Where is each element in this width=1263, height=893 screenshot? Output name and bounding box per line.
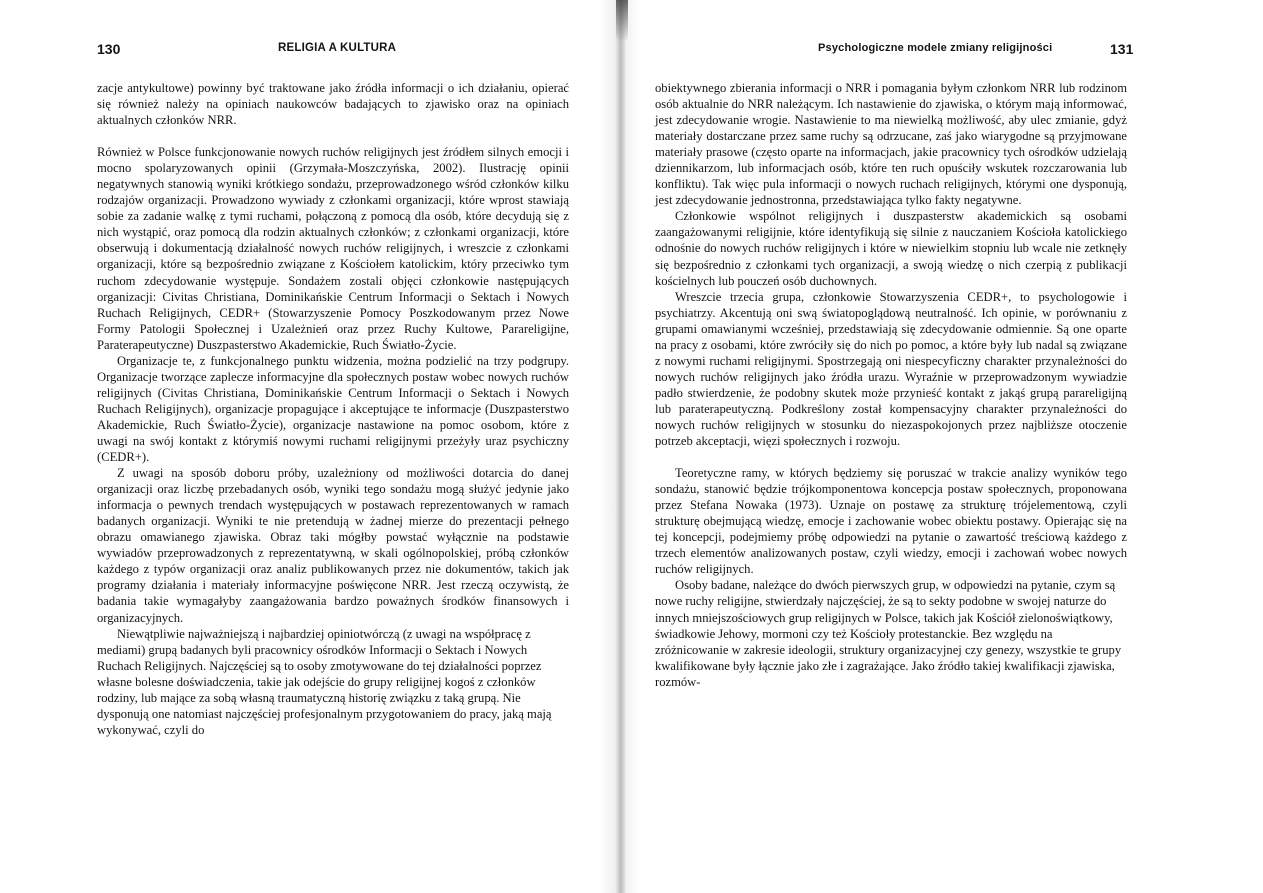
paragraph: Członkowie wspólnot religijnych i duszpasterstw akademickich są osobami zaangażowanymi religijnie, które identyfikują się silnie z nauczaniem Kościoła katolickiego odnośnie do nowych ruchów religijnych i które w niewielkim stopniu lub wcale nie zetknęły się bezpośrednio z członkami tych organizacji, a swoją wiedzę o nich czerpią z publikacji kościelnych lub pouczeń osób duchownych. xyxy=(655,209,1127,288)
paragraph: Teoretyczne ramy, w których będziemy się poruszać w trakcie analizy wyników tego sondażu, stanowić będzie trójkomponentowa koncepcja postaw społecznych, proponowana przez Stefana Nowaka (1973). Uznaje on postawę za strukturę trójelementową, czyli strukturę obejmującą wiedzę, emocje i zachowanie wobec obiektu postawy. Opierając się na tej koncepcji, podejmiemy próbę odpowiedzi na pytanie o zawartość treściową każdego z trzech elementów analizowanych postaw, czyli wiedzy, emocji i zachowań wobec nowych ruchów religijnych. xyxy=(655,466,1127,577)
right-page xyxy=(640,0,1263,893)
paragraph: Osoby badane, należące do dwóch pierwszych grup, w odpowiedzi na pytanie, czym są nowe ruchy religijne, stwierdzały najczęściej, że są to sekty podobne w swojej naturze do innych mniejszościowych grup religijnych w Polsce, takich jak Kościół zielonoświątkowy, świadkowie Jehowy, mormoni czy też Kościoły protestanckie. Bez względu na zróżnicowanie w zakresie ideologii, struktury organizacyjnej czy genezy, wszystkie te grupy kwalifikowane były łącznie jako złe i zagrażające. Jako źródło takiej kwalifikacji zjawiska, rozmów- xyxy=(655,578,1122,689)
paragraph: Wreszcie trzecia grupa, członkowie Stowarzyszenia CEDR+, to psychologowie i psychiatrzy. Akcentują oni swą światopoglądową neutralność. Ich opinie, w porównaniu z grupami omawianymi wcześniej, przedstawiają się zdecydowanie odmiennie. Są one oparte na pracy z osobami, które zwróciły się do nich po pomoc, a które były lub nadal są związane z nowymi ruchami religijnymi. Spostrzegają oni niespecyficzny charakter przynależności do nowych ruchów religijnych jako źródła urazu. Wyraźnie w przeprowadzonym wywiadzie padło stwierdzenie, że podobny skutek może przynieść kontakt z jakąś grupą parareligijną lub paraterapeutyczną. Podkreślony został kompensacyjny charakter przynależności do nowych ruchów religijnych w stosunku do niezaspokojonych przez najbliższe otoczenie potrzeb akceptacji, więzi społecznych i rozwoju. xyxy=(655,289,1127,449)
paragraph: Niewątpliwie najważniejszą i najbardziej opiniotwórczą (z uwagi na współpracę z mediami) grupą badanych byli pracownicy ośrodków Informacji o Sektach i Nowych Ruchach Religijnych. Najczęściej są to osoby zmotywowane do tej działalności poprzez własne bolesne doświadczenia, takie jak odejście do grupy religijnej kogoś z członków rodziny, lub mające za sobą własną traumatyczną historię związku z taką grupą. Nie dysponują one natomiast najczęściej profesjonalnym przygotowaniem do pracy, jaką mają wykonywać, czyli do xyxy=(97,626,552,737)
left-page xyxy=(0,0,600,893)
paragraph: obiektywnego zbierania informacji o NRR i pomagania byłym członkom NRR lub rodzinom osób aktualnie do NRR należącym. Ich nastawienie do zjawiska, o którym mają informować, jest zdecydowanie wrogie. Nastawienie to ma niewielką możliwość, aby ulec zmianie, gdyż materiały dostarczane przez same ruchy są odrzucane, zaś jako wiarygodne są przyjmowane materiały prasowe (często oparte na informacjach, jakie pracownicy tych ośrodków udzielają dziennikarzom, lub informacjach osób, które ten ruch opuściły wskutek rozczarowania lub konfliktu). Tak więc pula informacji o nowych ruchach religijnych, którymi one dysponują, jest zdecydowanie jednostronna, przedstawiająca tylko fakty negatywne. xyxy=(655,81,1127,208)
binding-shadow xyxy=(616,0,628,42)
paragraph: Z uwagi na sposób doboru próby, uzależniony od możliwości dotarcia do danej organizacji oraz liczbę przebadanych osób, wyniki tego sondażu mogą służyć jedynie jako informacja o pewnych trendach występujących w postawach reprezentowanych w ramach badanych organizacji. Wyniki te nie pretendują w żadnej mierze do prezentacji pełnego obrazu omawianego zjawiska. Obraz taki mógłby powstać wyłącznie na podstawie wywiadów przeprowadzonych z reprezentatywną, w skali ogólnopolskiej, próbą członków każdego z typów organizacji oraz analiz publikowanych przez nie dokumentów, takich jak programy działania i materiały informacyjne poświęcone NRR. Jest rzeczą oczywistą, że badania takie wymagałyby zaangażowania bardzo poważnych środków finansowych i organizacyjnych. xyxy=(97,466,569,625)
left-page-number: 130 xyxy=(97,41,121,57)
right-running-head: Psychologiczne modele zmiany religijności xyxy=(818,42,1053,54)
paragraph: Organizacje te, z funkcjonalnego punktu widzenia, można podzielić na trzy podgrupy. Organizacje tworzące zaplecze informacyjne dla społecznych postaw wobec nowych ruchów religijnych (Civitas Christiana, Dominikańskie Centrum Informacji o Sektach i Nowych Ruchach Religijnych), organizacje propagujące i akceptujące te informacje (Duszpasterstwo Akademickie, Ruch Światło-Życie), organizacje nastawione na pomoc osobom, które z uwagi na swój kontakt z którymiś nowymi ruchami religijnymi przeżyły uraz psychiczny (CEDR+). xyxy=(97,353,569,465)
left-page-body xyxy=(97,80,569,738)
right-page-body xyxy=(655,80,1127,690)
right-page-number: 131 xyxy=(1110,41,1134,57)
book-spine-gutter xyxy=(600,0,640,893)
paragraph: Również w Polsce funkcjonowanie nowych ruchów religijnych jest źródłem silnych emocji i mocno spolaryzowanych opinii (Grzymała-Moszczyńska, 2002). Ilustrację opinii negatywnych stanowią wyniki krótkiego sondażu, przeprowadzonego wśród członków kilku rodzajów organizacji. Prowadzono wywiady z członkami organizacji, które wprost stawiają sobie za zadanie walkę z tymi ruchami, połączoną z pomocą dla osób, które decydują się z nich wystąpić, oraz pomocą dla rodzin aktualnych członków; z członkami organizacji, które obserwują i dokumentacją działalność nowych ruchów religijnych, i wreszcie z członkami organizacji, które są bezpośrednio związane z Kościołem katolickim, który przeciwko tym ruchom zdecydowanie występuje. Sondażem zostali objęci członkowie następujących organizacji: Civitas Christiana, Dominikańskie Centrum Informacji o Sektach i Nowych Ruchach Religijnych, CEDR+ (Stowarzyszenie Pomocy Poszkodowanym przez Nowe Formy Patologii Społecznej i Uzależnień oraz przez Ruchy Kultowe, Parareligijne, Paraterapeutyczne) Duszpasterstwo Akademickie, Ruch Światło-Życie. xyxy=(97,145,569,352)
paragraph: zacje antykultowe) powinny być traktowane jako źródła informacji o ich działaniu, opierać się również należy na opiniach naukowców badających to zjawisko oraz na opiniach aktualnych członków NRR. xyxy=(97,81,569,128)
left-running-head: RELIGIA A KULTURA xyxy=(278,42,397,54)
